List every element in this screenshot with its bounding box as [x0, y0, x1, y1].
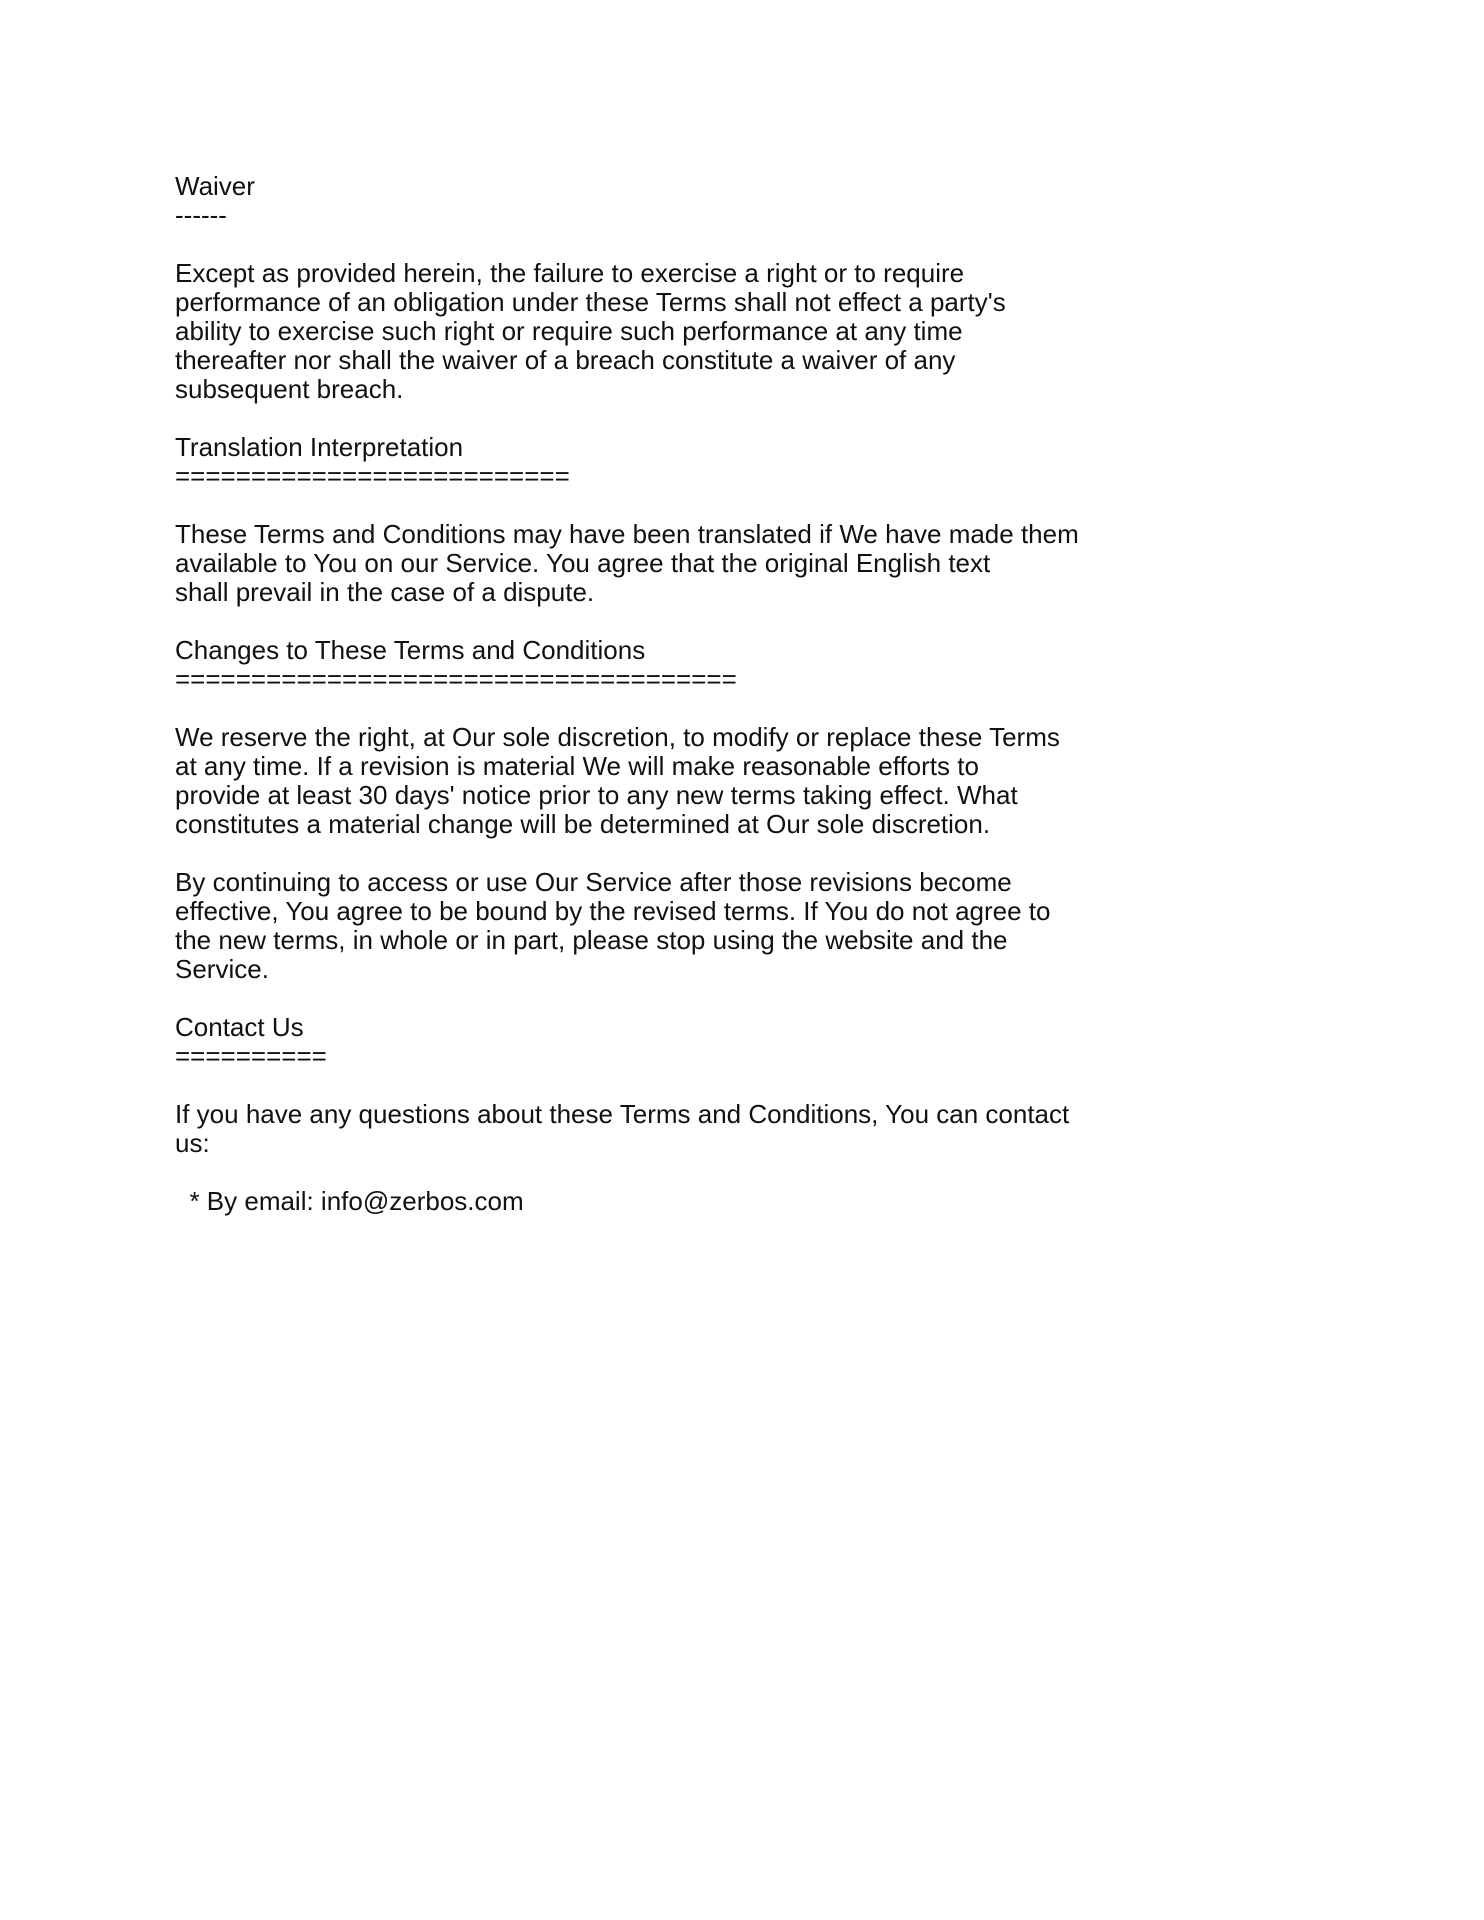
- spacer: [175, 1158, 1175, 1187]
- changes-paragraph2-line: effective, You agree to be bound by the revised terms. If You do not agree to: [175, 896, 1051, 926]
- contact-paragraph-line: If you have any questions about these Terms and Conditions, You can contact: [175, 1099, 1070, 1129]
- waiver-paragraph-line: subsequent breach.: [175, 374, 404, 404]
- changes-heading: Changes to These Terms and Conditions: [175, 635, 646, 665]
- spacer: [175, 404, 1175, 433]
- translation-heading: Translation Interpretation: [175, 432, 464, 462]
- waiver-paragraph-line: Except as provided herein, the failure to exercise a right or to require: [175, 258, 965, 288]
- changes-underline: =====================================: [175, 664, 737, 694]
- changes-paragraph1-line: We reserve the right, at Our sole discretion, to modify or replace these Terms: [175, 722, 1060, 752]
- contact-paragraph-line: us:: [175, 1128, 210, 1158]
- translation-paragraph-line: available to You on our Service. You agree that the original English text: [175, 548, 991, 578]
- contact-email-bullet: * By email: info@zerbos.com: [175, 1186, 524, 1216]
- spacer: [175, 1071, 1175, 1100]
- changes-paragraph1-line: at any time. If a revision is material We will make reasonable efforts to: [175, 751, 979, 781]
- waiver-underline: ------: [175, 200, 227, 230]
- waiver-heading: Waiver: [175, 171, 255, 201]
- changes-paragraph2-line: By continuing to access or use Our Service after those revisions become: [175, 867, 1012, 897]
- spacer: [175, 230, 1175, 259]
- spacer: [175, 694, 1175, 723]
- changes-paragraph1-line: provide at least 30 days' notice prior to any new terms taking effect. What: [175, 780, 1018, 810]
- translation-underline: ==========================: [175, 461, 570, 491]
- contact-heading: Contact Us: [175, 1012, 304, 1042]
- waiver-paragraph-line: ability to exercise such right or require such performance at any time: [175, 316, 963, 346]
- changes-paragraph1-line: constitutes a material change will be determined at Our sole discretion.: [175, 809, 991, 839]
- spacer: [175, 491, 1175, 520]
- translation-paragraph-line: shall prevail in the case of a dispute.: [175, 577, 595, 607]
- waiver-paragraph-line: performance of an obligation under these Terms shall not effect a party's: [175, 287, 1006, 317]
- translation-paragraph-line: These Terms and Conditions may have been translated if We have made them: [175, 519, 1079, 549]
- document-page: [175, 172, 1175, 1216]
- changes-paragraph2-line: Service.: [175, 954, 269, 984]
- contact-underline: ==========: [175, 1041, 327, 1071]
- spacer: [175, 839, 1175, 868]
- waiver-paragraph-line: thereafter nor shall the waiver of a breach constitute a waiver of any: [175, 345, 956, 375]
- changes-paragraph2-line: the new terms, in whole or in part, please stop using the website and the: [175, 925, 1008, 955]
- spacer: [175, 607, 1175, 636]
- spacer: [175, 984, 1175, 1013]
